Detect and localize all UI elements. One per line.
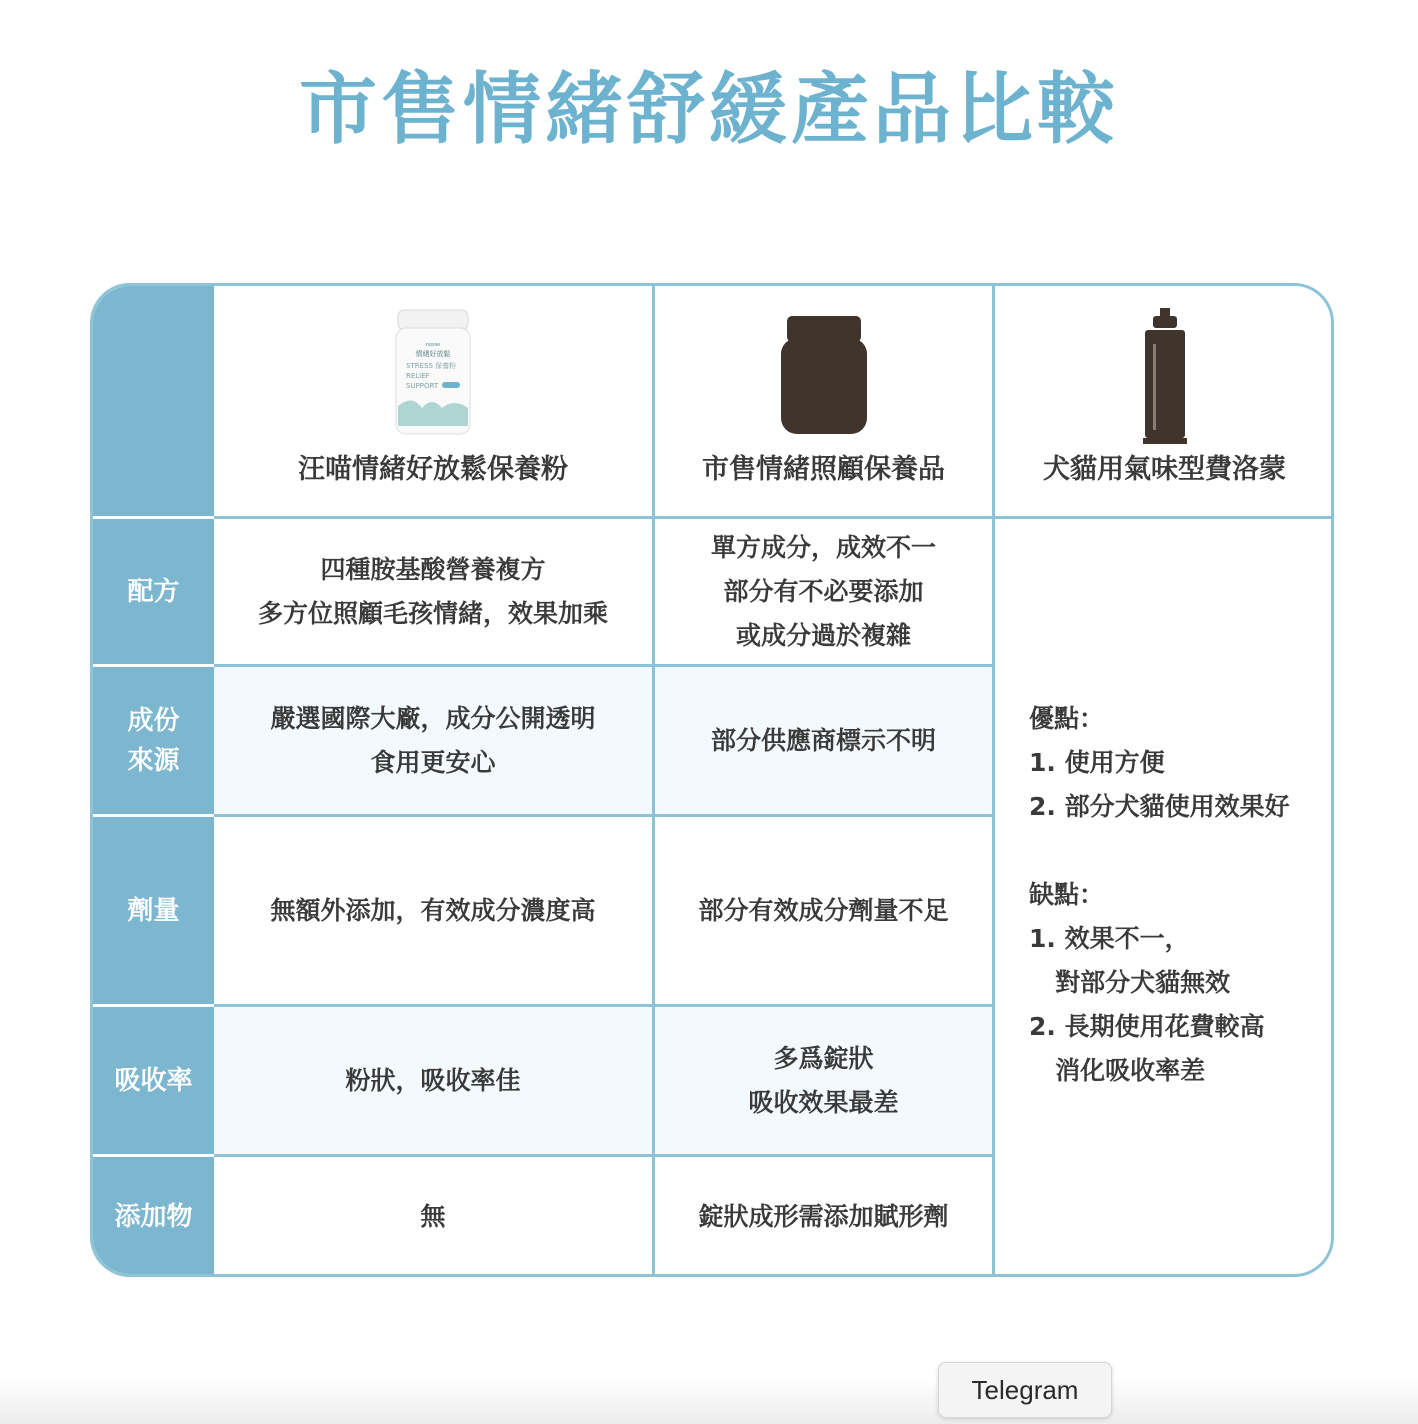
cell-source-product2: 部分供應商標示不明 <box>710 725 936 755</box>
cons-item: 消化吸收率差 <box>1029 1056 1206 1085</box>
row-label-formula: 配方 <box>127 576 180 607</box>
cell-absorption-product1: 粉狀，吸收率佳 <box>345 1065 521 1095</box>
svg-text:STRESS 保養粉: STRESS 保養粉 <box>406 362 457 370</box>
cell-additives-product2: 錠狀成形需添加賦形劑 <box>698 1202 949 1231</box>
pros-item: 2. 部分犬貓使用效果好 <box>1029 792 1290 821</box>
page-title: 市售情緒舒緩產品比較 <box>298 65 1119 155</box>
cell-dosage-product1: 無額外添加，有效成分濃度高 <box>270 895 596 925</box>
product-name: 犬貓用氣味型費洛蒙 <box>1043 454 1286 485</box>
product-header-3 <box>995 286 1334 516</box>
svg-text:nosse: nosse <box>425 342 441 348</box>
cell-absorption-product2: 多爲錠狀 吸收效果最差 <box>748 1043 899 1117</box>
product-name: 市售情緒照顧保養品 <box>702 454 945 485</box>
cons-title: 缺點： <box>1029 880 1105 909</box>
product-header-2 <box>655 286 992 516</box>
row-label-source: 成份 來源 <box>127 705 180 776</box>
cell-additives-product1: 無 <box>420 1202 446 1231</box>
bottom-shade <box>0 1378 1418 1424</box>
cell-formula-product1: 四種胺基酸營養複方 多方位照顧毛孩情緒，效果加乘 <box>257 554 608 628</box>
svg-text:SUPPORT: SUPPORT <box>406 382 439 390</box>
cons-item: 1. 效果不一， <box>1029 924 1190 953</box>
pheromone-pros-cons <box>995 519 1299 1277</box>
comparison-table <box>90 283 1334 1277</box>
cell-source-product1: 嚴選國際大廠，成分公開透明 食用更安心 <box>270 703 596 777</box>
pros-title: 優點： <box>1029 704 1105 733</box>
generic-supplement-bottle-icon <box>779 308 869 438</box>
row-label-dosage: 劑量 <box>127 895 180 926</box>
cons-item: 2. 長期使用花費較高 <box>1029 1012 1265 1041</box>
cell-dosage-product2: 部分有效成分劑量不足 <box>698 895 949 925</box>
row-label-additives: 添加物 <box>114 1202 193 1232</box>
supplement-jar-image <box>392 308 474 438</box>
telegram-tooltip: Telegram <box>938 1362 1112 1418</box>
label-column <box>93 286 214 1274</box>
cell-formula-product2: 單方成分，成效不一 部分有不必要添加 或成分過於複雜 <box>710 532 936 650</box>
row-label-absorption: 吸收率 <box>114 1065 193 1096</box>
pros-item: 1. 使用方便 <box>1029 748 1165 777</box>
svg-text:RELIEF: RELIEF <box>406 372 430 380</box>
product-name: 汪喵情緒好放鬆保養粉 <box>298 454 568 485</box>
spray-bottle-icon <box>1143 308 1187 446</box>
cons-item: 對部分犬貓無效 <box>1029 968 1231 997</box>
product-header-1 <box>214 286 652 516</box>
svg-text:情緒好放鬆: 情緒好放鬆 <box>415 350 451 358</box>
